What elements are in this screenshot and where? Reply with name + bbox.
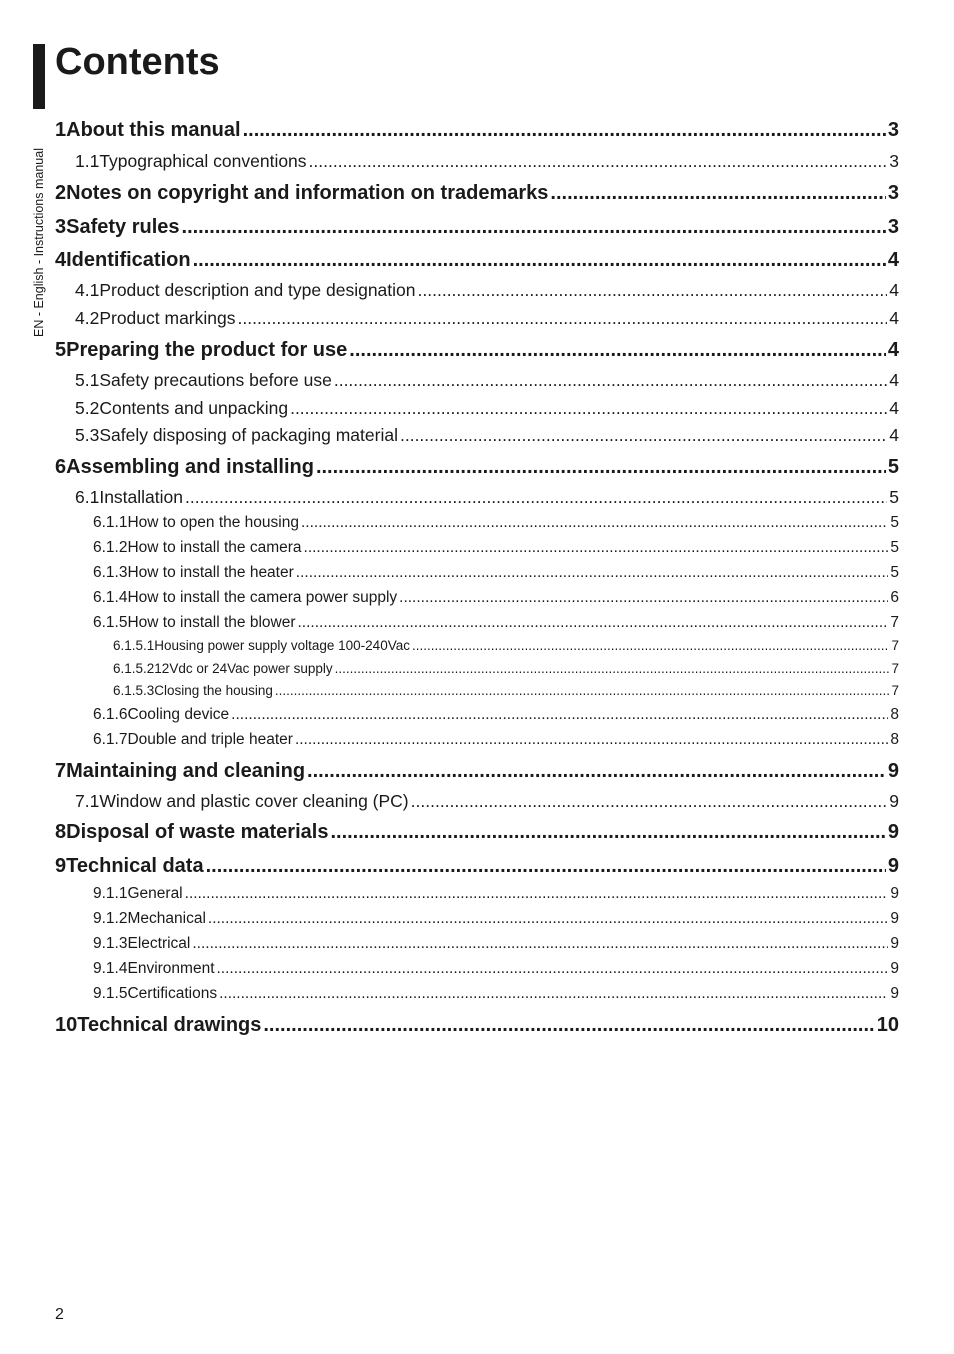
toc-leader-dots	[231, 705, 888, 725]
toc-entry[interactable]	[75, 790, 899, 812]
toc-entry-title: How to install the heater	[127, 564, 294, 581]
toc-entry[interactable]	[93, 730, 899, 750]
toc-entry[interactable]	[93, 984, 899, 1004]
toc-leader-dots	[400, 424, 887, 446]
toc-entry-page: 9	[890, 935, 899, 952]
toc-leader-dots	[304, 538, 889, 558]
toc-entry-page: 3	[887, 182, 899, 204]
toc-leader-dots	[185, 486, 887, 508]
toc-leader-dots	[330, 819, 885, 845]
toc-entry-number: 6.1.1	[93, 514, 128, 531]
toc-entry[interactable]	[93, 563, 899, 583]
toc-entry[interactable]	[75, 397, 899, 419]
toc-entry[interactable]	[55, 1012, 899, 1038]
toc-entry-title: Housing power supply voltage 100-240Vac	[154, 638, 410, 653]
toc-entry[interactable]	[55, 214, 899, 240]
toc-entry-page: 9	[887, 855, 899, 877]
toc-entry-number: 7	[55, 760, 67, 782]
toc-entry-title: Safety precautions before use	[99, 370, 332, 390]
toc-entry-page: 7	[890, 614, 899, 631]
toc-entry[interactable]	[113, 660, 899, 678]
toc-entry-page: 9	[887, 760, 899, 782]
toc-entry-number: 9.1.1	[93, 885, 128, 902]
toc-entry-page: 7	[891, 661, 899, 676]
toc-entry-title: General	[127, 885, 183, 902]
toc-entry-title: 12Vdc or 24Vac power supply	[154, 661, 333, 676]
toc-entry[interactable]	[93, 909, 899, 929]
toc-entry-number: 6.1	[75, 487, 100, 507]
toc-entry-number: 9.1.4	[93, 960, 128, 977]
toc-leader-dots	[263, 1012, 874, 1038]
toc-entry-title: Cooling device	[127, 706, 230, 723]
toc-entry-number: 6.1.5.2	[113, 661, 155, 676]
toc-entry-number: 6.1.5.3	[113, 683, 155, 698]
toc-entry-title: Electrical	[127, 935, 191, 952]
toc-entry-title: About this manual	[66, 119, 241, 141]
toc-leader-dots	[192, 934, 888, 954]
toc-entry-page: 9	[887, 821, 899, 843]
toc-entry-title: Double and triple heater	[127, 731, 293, 748]
toc-entry[interactable]	[55, 180, 899, 206]
toc-entry-page: 4	[889, 280, 899, 300]
toc-entry-page: 4	[889, 398, 899, 418]
toc-entry[interactable]	[93, 538, 899, 558]
toc-leader-dots	[296, 563, 889, 583]
toc-entry[interactable]	[93, 613, 899, 633]
toc-entry[interactable]	[55, 454, 899, 480]
toc-entry-number: 7.1	[75, 791, 100, 811]
toc-leader-dots	[412, 637, 890, 655]
toc-entry-page: 5	[887, 456, 899, 478]
toc-entry-title: Product markings	[99, 308, 236, 328]
toc-entry-number: 9.1.5	[93, 985, 128, 1002]
toc-entry-number: 1.1	[75, 151, 100, 171]
toc-entry-number: 10	[55, 1014, 78, 1036]
toc-entry-number: 8	[55, 821, 67, 843]
toc-entry-number: 1	[55, 119, 67, 141]
toc-leader-dots	[243, 117, 886, 143]
toc-leader-dots	[290, 397, 887, 419]
toc-entry-page: 5	[889, 487, 899, 507]
toc-entry-page: 3	[889, 151, 899, 171]
toc-entry-number: 6.1.5	[93, 614, 128, 631]
toc-entry[interactable]	[93, 959, 899, 979]
toc-leader-dots	[399, 588, 888, 608]
toc-entry-title: Technical data	[66, 855, 204, 877]
toc-entry-page: 7	[891, 683, 899, 698]
toc-entry-page: 4	[887, 249, 899, 271]
toc-entry-title: Notes on copyright and information on trademarks	[66, 182, 549, 204]
toc-leader-dots	[208, 909, 888, 929]
toc-entry[interactable]	[75, 486, 899, 508]
toc-entry-page: 9	[890, 985, 899, 1002]
toc-entry[interactable]	[93, 884, 899, 904]
toc-entry-number: 6.1.5.1	[113, 638, 155, 653]
toc-entry-page: 8	[890, 731, 899, 748]
page-number: 2	[55, 1306, 64, 1323]
toc-entry-number: 6.1.6	[93, 706, 128, 723]
toc-entry-page: 3	[887, 216, 899, 238]
toc-entry-title: Closing the housing	[154, 683, 273, 698]
toc-leader-dots	[418, 279, 888, 301]
toc-entry-page: 9	[889, 791, 899, 811]
toc-entry-page: 3	[887, 119, 899, 141]
toc-entry-title: How to open the housing	[127, 514, 299, 531]
toc-entry[interactable]	[93, 934, 899, 954]
toc-entry-page: 4	[887, 339, 899, 361]
toc-entry[interactable]	[93, 588, 899, 608]
toc-entry-number: 6	[55, 456, 67, 478]
toc-leader-dots	[334, 369, 887, 391]
toc-leader-dots	[550, 180, 885, 206]
toc-leader-dots	[297, 613, 888, 633]
toc-entry-number: 4.2	[75, 308, 100, 328]
toc-entry[interactable]	[113, 682, 899, 700]
toc-entry[interactable]	[113, 637, 899, 655]
toc-entry[interactable]	[93, 513, 899, 533]
toc-entry[interactable]	[75, 150, 899, 172]
toc-entry-page: 4	[889, 308, 899, 328]
toc-leader-dots	[301, 513, 888, 533]
toc-leader-dots	[217, 959, 889, 979]
toc-entry-page: 4	[889, 370, 899, 390]
toc-leader-dots	[185, 884, 889, 904]
toc-entry-page: 8	[890, 706, 899, 723]
toc-entry-title: Preparing the product for use	[66, 339, 348, 361]
toc-entry-number: 5.3	[75, 425, 100, 445]
toc-entry[interactable]	[75, 424, 899, 446]
toc-entry[interactable]	[75, 307, 899, 329]
toc-entry-number: 5.1	[75, 370, 100, 390]
toc-leader-dots	[206, 853, 886, 879]
toc-entry-title: Identification	[66, 249, 191, 271]
toc-entry-number: 6.1.7	[93, 731, 128, 748]
toc-entry-title: Safely disposing of packaging material	[99, 425, 398, 445]
toc-entry-title: How to install the blower	[127, 614, 296, 631]
toc-entry[interactable]	[55, 819, 899, 845]
toc-entry-page: 7	[891, 638, 899, 653]
toc-entry[interactable]	[55, 337, 899, 363]
toc-leader-dots	[316, 454, 886, 480]
toc-entry-number: 6.1.2	[93, 539, 128, 556]
toc-entry-title: Contents and unpacking	[99, 398, 289, 418]
toc-entry-number: 2	[55, 182, 67, 204]
toc-leader-dots	[411, 790, 888, 812]
toc-leader-dots	[182, 214, 886, 240]
toc-leader-dots	[307, 758, 886, 784]
toc-entry-number: 9.1.3	[93, 935, 128, 952]
toc-entry-title: Assembling and installing	[66, 456, 314, 478]
toc-entry-number: 4	[55, 249, 67, 271]
toc-entry-page: 9	[890, 885, 899, 902]
toc-leader-dots	[219, 984, 888, 1004]
toc-entry-number: 6.1.4	[93, 589, 128, 606]
toc-entry-number: 4.1	[75, 280, 100, 300]
toc-leader-dots	[309, 150, 888, 172]
toc-leader-dots	[349, 337, 886, 363]
toc-entry-title: Typographical conventions	[99, 151, 307, 171]
toc-entry-page: 9	[890, 910, 899, 927]
toc-entry-number: 6.1.3	[93, 564, 128, 581]
page-title: Contents	[55, 41, 220, 83]
toc-entry-page: 5	[890, 514, 899, 531]
toc-entry[interactable]	[55, 117, 899, 143]
side-label: EN - English - Instructions manual	[32, 148, 46, 337]
toc-entry-page: 5	[890, 564, 899, 581]
toc-entry-title: Disposal of waste materials	[66, 821, 329, 843]
toc-entry-title: Environment	[127, 960, 215, 977]
toc-leader-dots	[275, 682, 890, 700]
toc-entry-title: Window and plastic cover cleaning (PC)	[99, 791, 409, 811]
toc-entry-title: Mechanical	[127, 910, 206, 927]
toc-entry-title: Certifications	[127, 985, 218, 1002]
toc-entry-page: 4	[889, 425, 899, 445]
toc-entry-number: 5	[55, 339, 67, 361]
toc-entry-number: 9	[55, 855, 67, 877]
toc-entry-title: Maintaining and cleaning	[66, 760, 306, 782]
toc-entry[interactable]	[55, 758, 899, 784]
toc-entry-title: Technical drawings	[77, 1014, 262, 1036]
toc-entry-page: 6	[890, 589, 899, 606]
toc-entry-page: 9	[890, 960, 899, 977]
toc-entry-page: 10	[876, 1014, 899, 1036]
toc-entry-number: 5.2	[75, 398, 100, 418]
toc-leader-dots	[335, 660, 890, 678]
toc-leader-dots	[238, 307, 888, 329]
toc-entry-title: Product description and type designation	[99, 280, 416, 300]
toc-entry-title: How to install the camera power supply	[127, 589, 398, 606]
toc-entry-page: 5	[890, 539, 899, 556]
toc-leader-dots	[193, 247, 886, 273]
toc-entry[interactable]	[75, 369, 899, 391]
toc-entry[interactable]	[75, 279, 899, 301]
toc-entry[interactable]	[93, 705, 899, 725]
toc-entry-number: 3	[55, 216, 67, 238]
toc-entry-number: 9.1.2	[93, 910, 128, 927]
toc-leader-dots	[295, 730, 888, 750]
toc-entry[interactable]	[55, 247, 899, 273]
toc-entry-title: Installation	[99, 487, 183, 507]
toc-entry-title: Safety rules	[66, 216, 180, 238]
toc-entry-title: How to install the camera	[127, 539, 302, 556]
toc-entry[interactable]	[55, 853, 899, 879]
